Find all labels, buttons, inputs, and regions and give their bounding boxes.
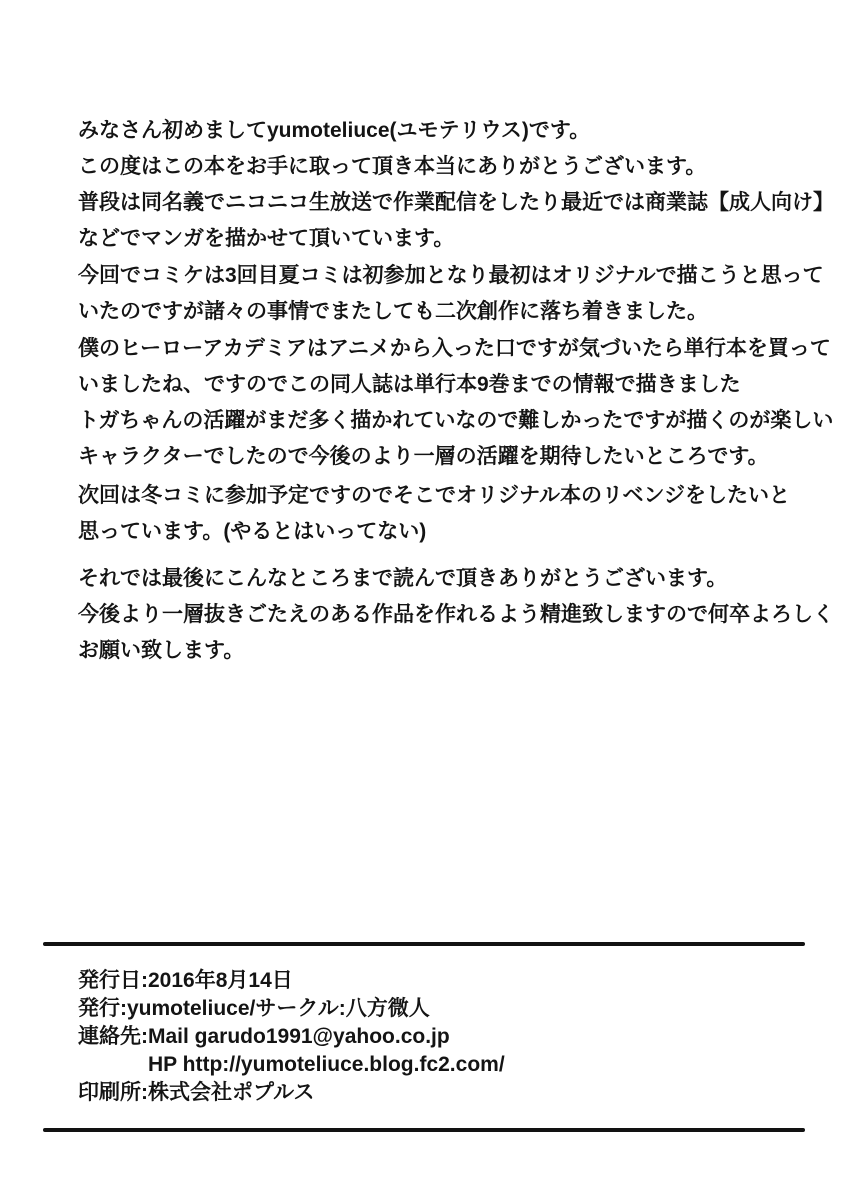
- afterword-line: などでマンガを描かせて頂いています。: [78, 227, 455, 250]
- afterword-text-block: [78, 113, 834, 669]
- afterword-paragraph: [78, 113, 834, 257]
- afterword-line: それでは最後にこんなところまで読んで頂きありがとうございます。: [78, 567, 728, 590]
- afterword-line: 今後より一層抜きごたえのある作品を作れるよう精進致しますので何卒よろしく: [78, 603, 834, 626]
- afterword-line: いましたね、ですのでこの同人誌は単行本9巻までの情報で描きました: [78, 373, 741, 396]
- afterword-line: いたのですが諸々の事情でまたしても二次創作に落ち着きました。: [78, 300, 708, 323]
- afterword-paragraph: [78, 478, 818, 550]
- colophon-publisher: 発行:yumoteliuce/サークル:八方微人: [78, 997, 430, 1020]
- colophon-bottom-divider: [43, 1128, 805, 1132]
- afterword-line: みなさん初めましてyumoteliuce(ユモテリウス)です。: [78, 119, 591, 142]
- afterword-line: トガちゃんの活躍がまだ多く描かれていなので難しかったですが描くのが楽しい: [78, 409, 834, 432]
- afterword-line: 普段は同名義でニコニコ生放送で作業配信をしたり最近では商業誌【成人向け】: [78, 191, 834, 214]
- afterword-line: 次回は冬コミに参加予定ですのでそこでオリジナル本のリベンジをしたいと: [78, 484, 791, 507]
- afterword-line: 僕のヒーローアカデミアはアニメから入った口ですが気づいたら単行本を買って: [78, 337, 831, 360]
- colophon-publish-date: 発行日:2016年8月14日: [78, 969, 293, 992]
- colophon-contact-mail: 連絡先:Mail garudo1991@yahoo.co.jp: [78, 1025, 450, 1048]
- colophon-top-divider: [43, 942, 805, 946]
- afterword-line: 今回でコミケは3回目夏コミは初参加となり最初はオリジナルで描こうと思って: [78, 264, 824, 287]
- colophon-printer: 印刷所:株式会社ポプルス: [78, 1081, 315, 1104]
- afterword-line: お願い致します。: [78, 639, 245, 662]
- afterword-paragraph: [78, 331, 834, 475]
- colophon-block: [78, 967, 505, 1107]
- afterword-paragraph: [78, 561, 834, 669]
- afterword-line: 思っています。(やるとはいってない): [78, 520, 427, 543]
- colophon-contact-hp: HP http://yumoteliuce.blog.fc2.com/: [148, 1053, 505, 1076]
- afterword-paragraph: [78, 258, 824, 330]
- afterword-line: キャラクターでしたので今後のより一層の活躍を期待したいところです。: [78, 445, 769, 468]
- afterword-line: この度はこの本をお手に取って頂き本当にありがとうございます。: [78, 155, 707, 178]
